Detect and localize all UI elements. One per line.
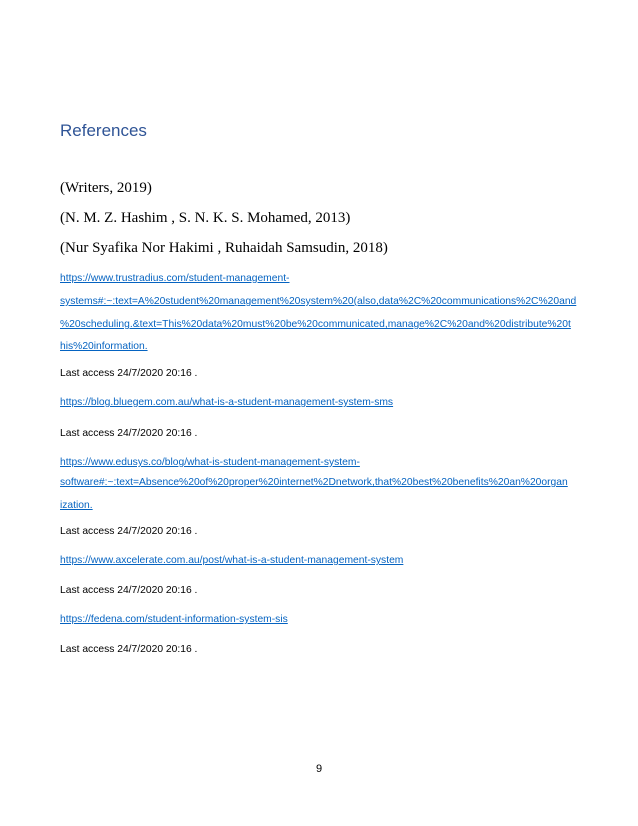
references-heading: References	[60, 121, 147, 140]
citation-hashim: (N. M. Z. Hashim , S. N. K. S. Mohamed, 2013)	[60, 210, 351, 226]
access-note-fedena: Last access 24/7/2020 20:16 .	[60, 644, 198, 655]
reference-link-trustradius-line-3[interactable]: %20scheduling.&text=This%20data%20must%20be%20communicated,manage%2C%20and%20distribute%20t	[60, 319, 571, 330]
reference-link-trustradius-line-4[interactable]: his%20information.	[60, 341, 148, 352]
reference-link-trustradius-line-1[interactable]: https://www.trustradius.com/student-management-	[60, 273, 290, 284]
reference-link-bluegem[interactable]: https://blog.bluegem.com.au/what-is-a-student-management-system-sms	[60, 397, 394, 408]
reference-link-fedena[interactable]: https://fedena.com/student-information-system-sis	[60, 614, 288, 625]
citation-writers: (Writers, 2019)	[60, 180, 152, 196]
citation-hakimi: (Nur Syafika Nor Hakimi , Ruhaidah Samsudin, 2018)	[60, 240, 388, 256]
reference-link-axcelerate[interactable]: https://www.axcelerate.com.au/post/what-is-a-student-management-system	[60, 555, 404, 566]
reference-link-edusys-line-2[interactable]: software#:~:text=Absence%20of%20proper%20internet%2Dnetwork,that%20best%20benefits%20an%20organ	[60, 477, 568, 488]
access-note-bluegem: Last access 24/7/2020 20:16 .	[60, 428, 198, 439]
access-note-trustradius: Last access 24/7/2020 20:16 .	[60, 368, 198, 379]
access-note-axcelerate: Last access 24/7/2020 20:16 .	[60, 585, 198, 596]
reference-link-edusys-line-3[interactable]: ization.	[60, 500, 93, 511]
reference-link-edusys-line-1[interactable]: https://www.edusys.co/blog/what-is-student-management-system-	[60, 457, 360, 468]
access-note-edusys: Last access 24/7/2020 20:16 .	[60, 526, 198, 537]
reference-link-trustradius-line-2[interactable]: systems#:~:text=A%20student%20management%20system%20(also,data%2C%20communications%2C%20and	[60, 296, 577, 307]
page-number: 9	[315, 763, 323, 775]
